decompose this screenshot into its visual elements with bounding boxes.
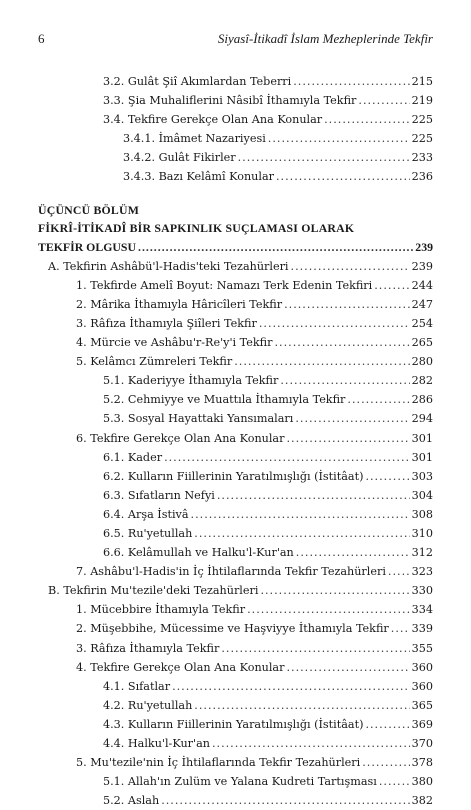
toc-entry[interactable] [38,581,433,600]
dot-leader [161,791,409,810]
toc-entry-label: A. Tekfirin Ashâbü'l-Hadis'teki Tezahürleri [48,259,289,273]
toc-entry-label: 5.2. Aslah [103,794,160,808]
dot-leader [274,333,409,352]
toc-entry[interactable] [38,448,433,467]
dot-leader [194,696,409,715]
dot-leader [191,505,410,524]
toc-entry[interactable] [38,562,433,581]
toc-entry-label: 4.4. Halku'l-Kur'an [103,737,210,750]
toc-entry-page: 310 [411,526,433,540]
toc-entry[interactable] [38,696,433,715]
toc-entry-label: 4.2. Ru'yetullah [103,698,193,712]
toc-entry[interactable] [38,371,433,390]
toc-entry[interactable] [38,409,433,428]
toc-entry-label: 5.2. Cehmiyye ve Muattıla İthamıyla Tekfir [103,393,346,407]
page-header [38,31,433,51]
dot-leader [291,257,410,276]
toc-entry-page: 334 [411,603,433,617]
toc-entry-label: 6.3. Sıfatların Nefyi [103,488,215,502]
toc-entry-label: 4.3. Kulların Fiillerinin Yaratılmışlığı (İstitâat) [103,717,364,731]
toc-entry-label: 3.2. Gulât Şiî Akımlardan Teberri [103,75,292,88]
toc-entry-page: 301 [411,431,433,445]
toc-entry-page: 360 [411,660,433,674]
toc-entry-label: 3.4.3. Bazı Kelâmî Konular [123,170,274,184]
toc-entry-page: 215 [411,75,433,88]
toc-entry-page: 355 [411,641,433,655]
toc-entry-label: 7. Ashâbu'l-Hadis'in İç İhtilaflarında Tekfir Tezahürleri [76,565,386,579]
toc-entry-page: 304 [411,488,433,502]
toc-entry-page: 308 [411,507,433,521]
toc-entry-page: 360 [411,679,433,693]
toc-entry-page: 294 [411,412,433,426]
section-main-entry[interactable] [38,238,433,257]
dot-leader [388,562,410,581]
toc-entry[interactable] [38,257,433,276]
toc-entry-page: 265 [411,336,433,350]
toc-entry[interactable] [38,91,433,110]
dot-leader [295,409,409,428]
toc-entry-page: 382 [411,794,433,808]
toc-entry-label: 5. Kelâmcı Zümreleri Tekfir [76,355,233,369]
toc-entry[interactable] [38,333,433,352]
toc-entry-label: 6.1. Kader [103,450,163,464]
dot-leader [259,314,410,333]
toc-entry[interactable] [38,734,433,753]
dot-leader [284,295,410,314]
toc-entry-label: 6.5. Ru'yetullah [103,526,193,540]
toc-entry-page: 369 [411,717,433,731]
toc-entry[interactable] [38,524,433,543]
dot-leader [374,276,409,295]
toc-entry-page: 339 [411,622,433,636]
toc-entry-page: 380 [411,775,433,789]
toc-entry-label: 3.4.1. İmâmet Nazariyesi [123,132,266,146]
toc-entry-label: 5. Mu'tezile'nin İç İhtilaflarında Tekfir Tezahürleri [76,756,361,770]
toc-entry[interactable] [38,167,433,186]
dot-leader [276,167,410,186]
toc-entry-label: 6.2. Kulların Fiillerinin Yaratılmışlığı (İstitâat) [103,469,364,483]
toc-entry-page: 225 [411,113,433,127]
toc-entry[interactable] [38,715,433,734]
toc-entry[interactable] [38,429,433,448]
toc-entry-page: 330 [411,584,433,598]
section-subtitle: FİKRÎ-İTİKADÎ BİR SAPKINLIK SUÇLAMASI OLARAK [38,221,355,236]
toc-entry-page: 225 [411,132,433,146]
toc-entry-label: 3.3. Şia Muhaliflerini Nâsibî İthamıyla Tekfir [103,94,357,108]
toc-entry-page: 370 [411,737,433,750]
dot-leader [280,371,409,390]
dot-leader [234,352,409,371]
toc-entry-label: 3.4. Tekfire Gerekçe Olan Ana Konular [103,113,323,127]
toc-entry-page: 244 [411,278,433,292]
dot-leader [268,129,410,148]
toc-entry[interactable] [38,791,433,810]
toc-entry[interactable] [38,543,433,562]
section-spacer [38,187,433,201]
toc-entry[interactable] [38,753,433,772]
dot-leader [362,753,409,772]
dot-leader [260,581,409,600]
toc-entry-label: TEKFİR OLGUSU [38,239,136,254]
toc-entry-page: 303 [411,469,433,483]
dot-leader [379,772,410,791]
dot-leader [194,524,409,543]
toc-entry[interactable] [38,352,433,371]
toc-entry[interactable] [38,295,433,314]
dot-leader [286,429,409,448]
toc-entry-page: 239 [415,239,433,254]
toc-entry-label: B. Tekfirin Mu'tezile'deki Tezahürleri [48,584,259,598]
dot-leader [172,677,410,696]
dot-leader [221,639,409,658]
toc-entry[interactable] [38,639,433,658]
toc-entry[interactable] [38,129,433,148]
toc-entry-page: 282 [411,374,433,388]
toc-entry[interactable] [38,486,433,505]
toc-entry-page: 365 [411,698,433,712]
toc-entry-label: 2. Mârika İthamıyla Hâricîleri Tekfir [76,297,283,311]
dot-leader [365,467,409,486]
toc-entry-label: 4.1. Sıfatlar [103,679,171,693]
toc-entry[interactable] [38,505,433,524]
dot-leader [138,238,413,257]
dot-leader [391,619,410,638]
toc-entry-label: 5.1. Allah'ın Zulüm ve Yalana Kudreti Tartışması [103,775,377,789]
toc-entry[interactable] [38,619,433,638]
toc-entry[interactable] [38,658,433,677]
toc-entry-page: 312 [411,546,433,560]
toc-entry-page: 280 [411,355,433,369]
toc-entry-page: 219 [411,94,433,108]
dot-leader [296,543,410,562]
dot-leader [324,110,410,129]
section-title: ÜÇÜNCÜ BÖLÜM [38,202,140,217]
toc-entry-label: 6.6. Kelâmullah ve Halku'l-Kur'an [103,546,294,560]
toc-entry-page: 233 [411,151,433,165]
running-title: Siyasî-İtikadî İslam Mezheplerinde Tekfir [217,31,433,46]
dot-leader [293,72,409,91]
toc-entry[interactable] [38,600,433,619]
toc-entry[interactable] [38,314,433,333]
toc-entry-page: 247 [411,297,433,311]
toc-entry-page: 323 [411,565,433,579]
toc-entry[interactable] [38,677,433,696]
toc-entry[interactable] [38,72,433,91]
dot-leader [217,486,410,505]
toc-entry-page: 236 [411,170,433,184]
toc-entry-label: 3.4.2. Gulât Fikirler [123,151,236,165]
dot-leader [238,148,410,167]
toc-entry-label: 2. Müşebbihe, Mücessime ve Haşviyye İthamıyla Tekfir [76,622,389,636]
dot-leader [347,390,409,409]
dot-leader [164,448,410,467]
toc-entry-label: 5.1. Kaderiyye İthamıyla Tekfir [103,374,279,388]
toc-entry[interactable] [38,110,433,129]
toc-entry-label: 4. Tekfire Gerekçe Olan Ana Konular [76,660,285,674]
toc-entry-label: 1. Mücebbire İthamıyla Tekfir [76,603,246,617]
page-number: 6 [38,31,45,46]
toc-entry-page: 301 [411,450,433,464]
dot-leader [212,734,410,753]
toc-entry[interactable] [38,276,433,295]
toc-entry-page: 378 [411,756,433,770]
dot-leader [358,91,409,110]
toc-entry[interactable] [38,772,433,791]
toc-entry-label: 3. Râfıza İthamıyla Şiîleri Tekfir [76,316,257,330]
toc-entry[interactable] [38,467,433,486]
toc-entry-label: 6. Tekfire Gerekçe Olan Ana Konular [76,431,285,445]
toc-entry[interactable] [38,390,433,409]
dot-leader [286,658,409,677]
toc-entry-label: 5.3. Sosyal Hayattaki Yansımaları [103,412,294,426]
toc-entry-page: 286 [411,393,433,407]
toc-entry[interactable] [38,148,433,167]
table-of-contents [38,72,433,810]
toc-entry-page: 239 [411,259,433,273]
toc-entry-page: 254 [411,316,433,330]
toc-entry-label: 4. Mürcie ve Ashâbu'r-Re'y'i Tekfir [76,336,273,350]
toc-entry-label: 1. Tekfirde Amelî Boyut: Namazı Terk Edenin Tekfiri [76,278,373,292]
toc-entry-label: 6.4. Arşa İstivâ [103,507,189,521]
dot-leader [365,715,409,734]
dot-leader [247,600,410,619]
toc-entry-label: 3. Râfıza İthamıyla Tekfir [76,641,220,655]
